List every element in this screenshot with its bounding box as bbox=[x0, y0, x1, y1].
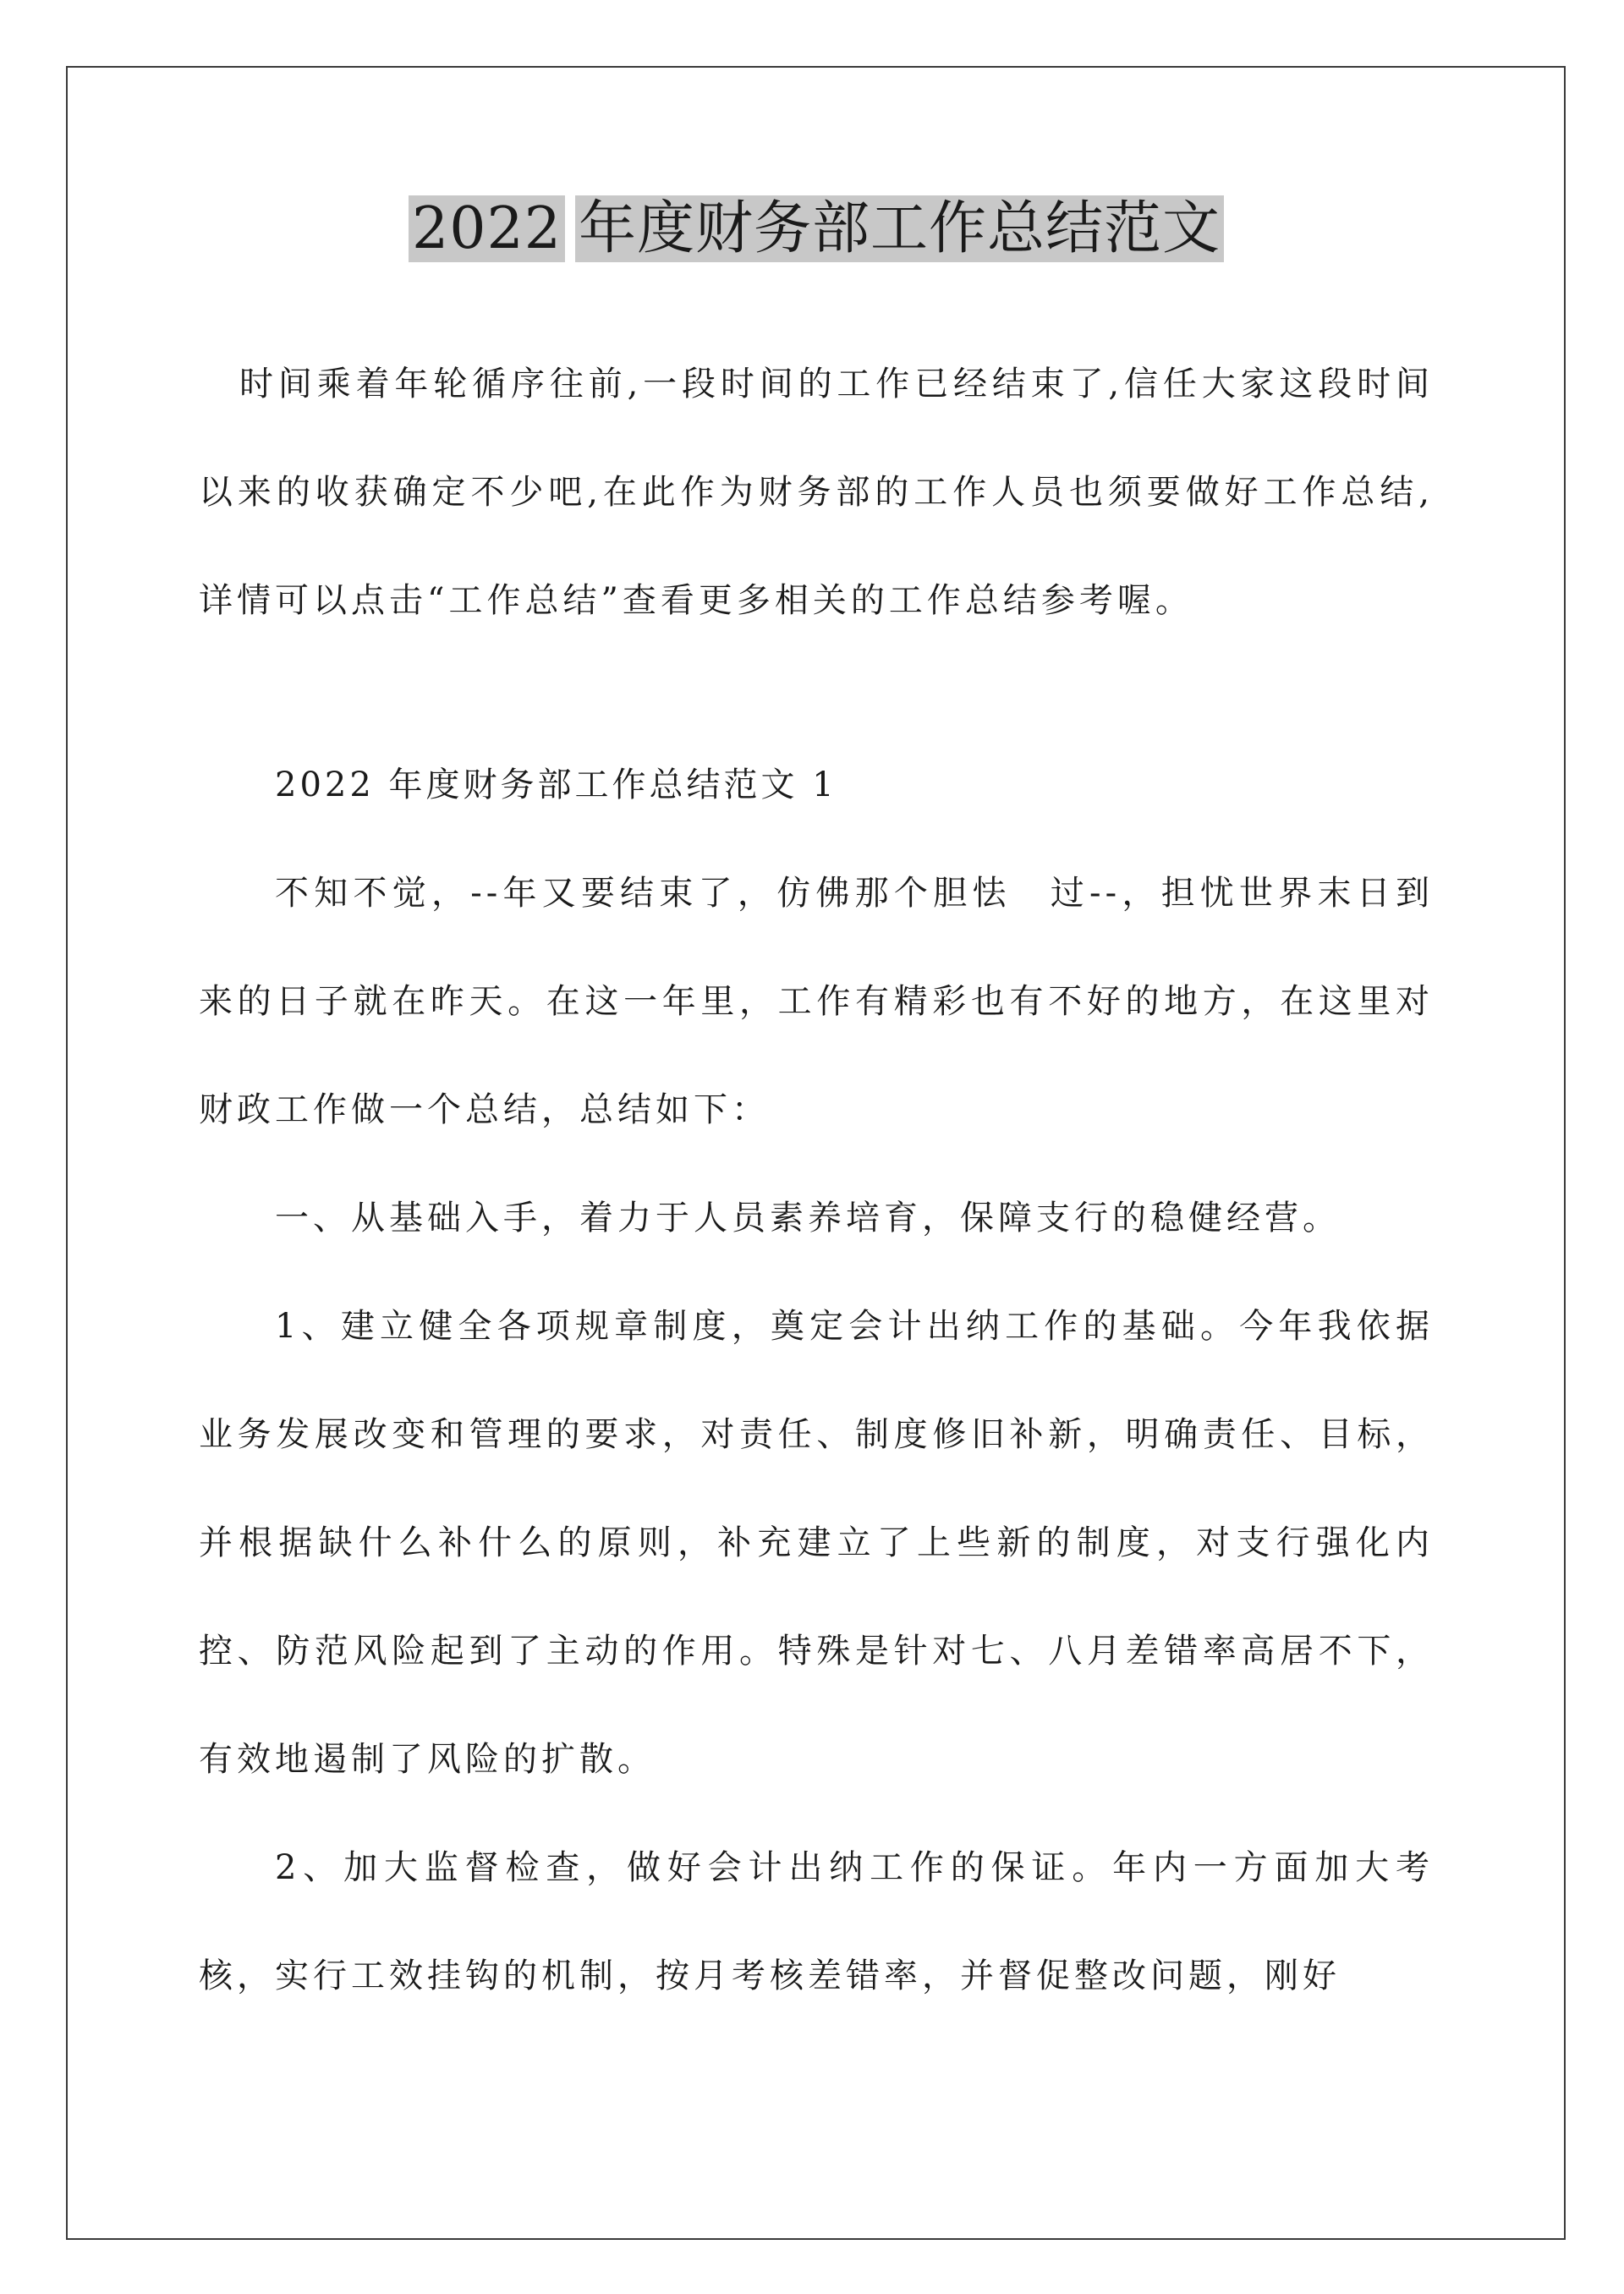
section-heading: 2022 年度财务部工作总结范文 1 bbox=[275, 766, 837, 804]
body-paragraph-3: 1、建立健全各项规章制度，奠定会计出纳工作的基础。今年我依据业务发展改变和管理的要求，对责任、制度修旧补新，明确责任、目标，并根据缺什么补什么的原则，补充建立了上些新的制度，对支行强化内控、防范风险起到了主动的作用。特殊是针对七、八月差错率高居不下，有效地遏制了风险的扩散。 bbox=[199, 1307, 1434, 1779]
body-paragraph-2: 一、从基础入手，着力于人员素养培育，保障支行的稳健经营。 bbox=[275, 1199, 1341, 1238]
body-paragraph-1: 不知不觉，--年又要结束了，仿佛那个胆怯 过--，担忧世界末日到来的日子就在昨天。在这一年里，工作有精彩也有不好的地方，在这里对财政工作做一个总结，总结如下： bbox=[199, 874, 1434, 1129]
intro-paragraph: 时间乘着年轮循序往前,一段时间的工作已经结束了,信任大家这段时间以来的收获确定不少吧,在此作为财务部的工作人员也须要做好工作总结,详情可以点击“工作总结”查看更多相关的工作总结参考喔。 bbox=[199, 365, 1434, 620]
title-year: 2022 bbox=[409, 195, 565, 262]
body-paragraph-4: 2、加大监督检查，做好会计出纳工作的保证。年内一方面加大考核，实行工效挂钩的机制，按月考核差错率，并督促整改问题，刚好 bbox=[199, 1848, 1434, 1995]
document-title bbox=[409, 190, 1224, 268]
title-text: 年度财务部工作总结范文 bbox=[575, 195, 1224, 262]
section-spacer bbox=[199, 655, 1434, 731]
title-block bbox=[199, 190, 1434, 283]
document-body bbox=[199, 190, 1434, 2030]
